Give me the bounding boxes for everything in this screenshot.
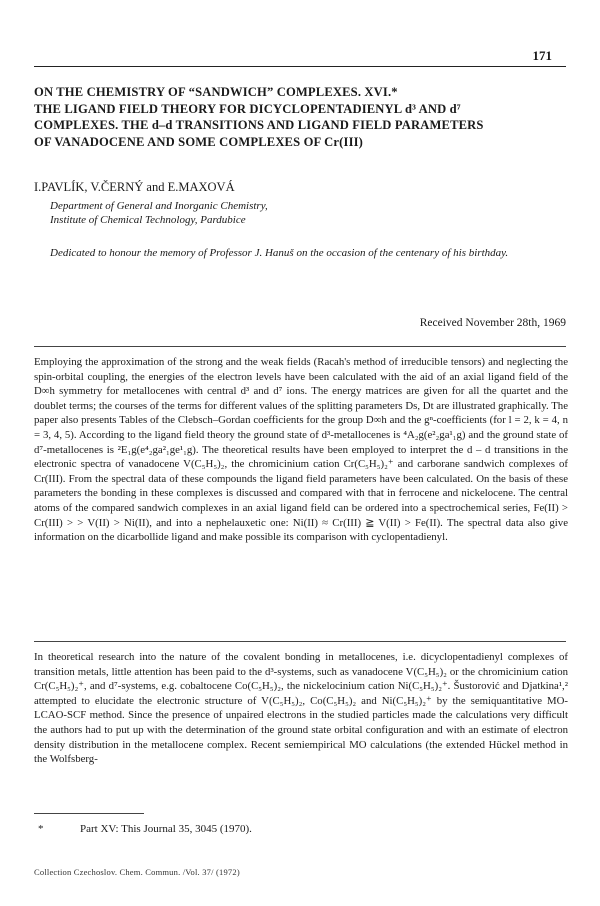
dedication: Dedicated to honour the memory of Professor J. Hanuš on the occasion of the centenary of his birthday. [50, 247, 509, 259]
title-line-1: ON THE CHEMISTRY OF “SANDWICH” COMPLEXES. XVI.* [34, 85, 398, 99]
footnote [38, 823, 252, 835]
affiliation [50, 199, 268, 227]
title-line-2: THE LIGAND FIELD THEORY FOR DICYCLOPENTADIENYL d³ AND d⁷ [34, 101, 461, 116]
title-line-4: OF VANADOCENE AND SOME COMPLEXES OF Cr(III) [34, 134, 364, 149]
footnote-text: Part XV: This Journal 35, 3045 (1970). [80, 823, 252, 835]
footnote-mark: * [38, 823, 44, 835]
abstract: Employing the approximation of the strong and the weak fields (Racah's method of irreducible tensors) and neglecting the spin-orbital coupling, the energies of the electron levels have been calculated with the aid of an axial ligand field of the D∞h symmetry for metallocenes with central d³ and d⁷ ions. The energy matrices are given for all the quartet and the doublet terms; the courses of the terms for different values of the splitting parameters Ds, Dt are illustrated graphically. The paper also presents Tables of the Clebsch–Gordan coefficients for the group D∞h and the gⁿ-coefficients (for l = 2, k = 4, n = 3, 4, 5). According to the ligand field theory the ground state of d³-metallocenes is ⁴A₂g(e²₂ga¹₁g) and the ground state of d⁷-metallocenes is ²E₁g(e⁴₂ga²₁ge¹₁g). The theoretical results have been employed to interpret the d – d transitions in the electronic spectra of vanadocene V(C₅H₅)₂, the chromicinium cation Cr(C₅H₅)₂⁺ and carborane sandwich complexes of Cr(III). From the spectral data of these compounds the ligand field parameters have been calculated. On the basis of these parameters the bonding in these complexes is discussed and compared with that in ferrocene and nickelocene. The central atoms of the compared sandwich complexes in an axial ligand field can be ordered into a spectrochemical series, Fe(II) > Cr(III) > > V(II) > Ni(II), and into a nephelauxetic one: Ni(II) ≈ Cr(III) ≧ V(II) > Fe(II). The spectral data also give information on the dicarbollide ligand and make possible its comparison with cyclopentadienyl. [34, 356, 568, 544]
page-number: 171 [532, 48, 552, 63]
authors: I.PAVLÍK, V.ČERNÝ and E.MAXOVÁ [34, 180, 235, 194]
journal-footer: Collection Czechoslov. Chem. Commun. /Vol. 37/ (1972) [34, 867, 240, 877]
affiliation-line-1: Department of General and Inorganic Chemistry, [50, 200, 268, 212]
received-date: Received November 28th, 1969 [419, 317, 566, 329]
header-rule [34, 66, 566, 67]
title-line-3: COMPLEXES. THE d–d TRANSITIONS AND LIGAND FIELD PARAMETERS [34, 118, 484, 132]
footnote-rule [34, 813, 144, 814]
abstract-bottom-rule [34, 641, 566, 642]
body-paragraph: In theoretical research into the nature of the covalent bonding in metallocenes, i.e. dicyclopentadienyl complexes of transition metals, little attention has been paid to the d³-systems, such as vanadocene V(C₅H₅)₂ or the chromicinium cation Cr(C₅H₅)₂⁺, and d⁷-systems, e.g. cobaltocene Co(C₅H₅)₂, the nickelocinium cation Ni(C₅H₅)₂⁺. Šustorović and Djatkina¹,² attempted to elucidate the electronic structure of V(C₅H₅)₂, Co(C₅H₅)₂ and Ni(C₅H₅)₂⁺ by the semiquantitative MO-LCAO-SCF method. Since the presence of unpaired electrons in the studied particles made the calculations very difficult the authors had to put up with the determination of the ground state orbital configuration and with an estimate of electron density distribution in the metallocene complex. Recent semiempirical MO calculations (the extended Hückel method in the Wolfsberg- [34, 651, 568, 766]
article-title [34, 84, 570, 150]
abstract-top-rule [34, 346, 566, 347]
affiliation-line-2: Institute of Chemical Technology, Pardubice [50, 214, 246, 226]
